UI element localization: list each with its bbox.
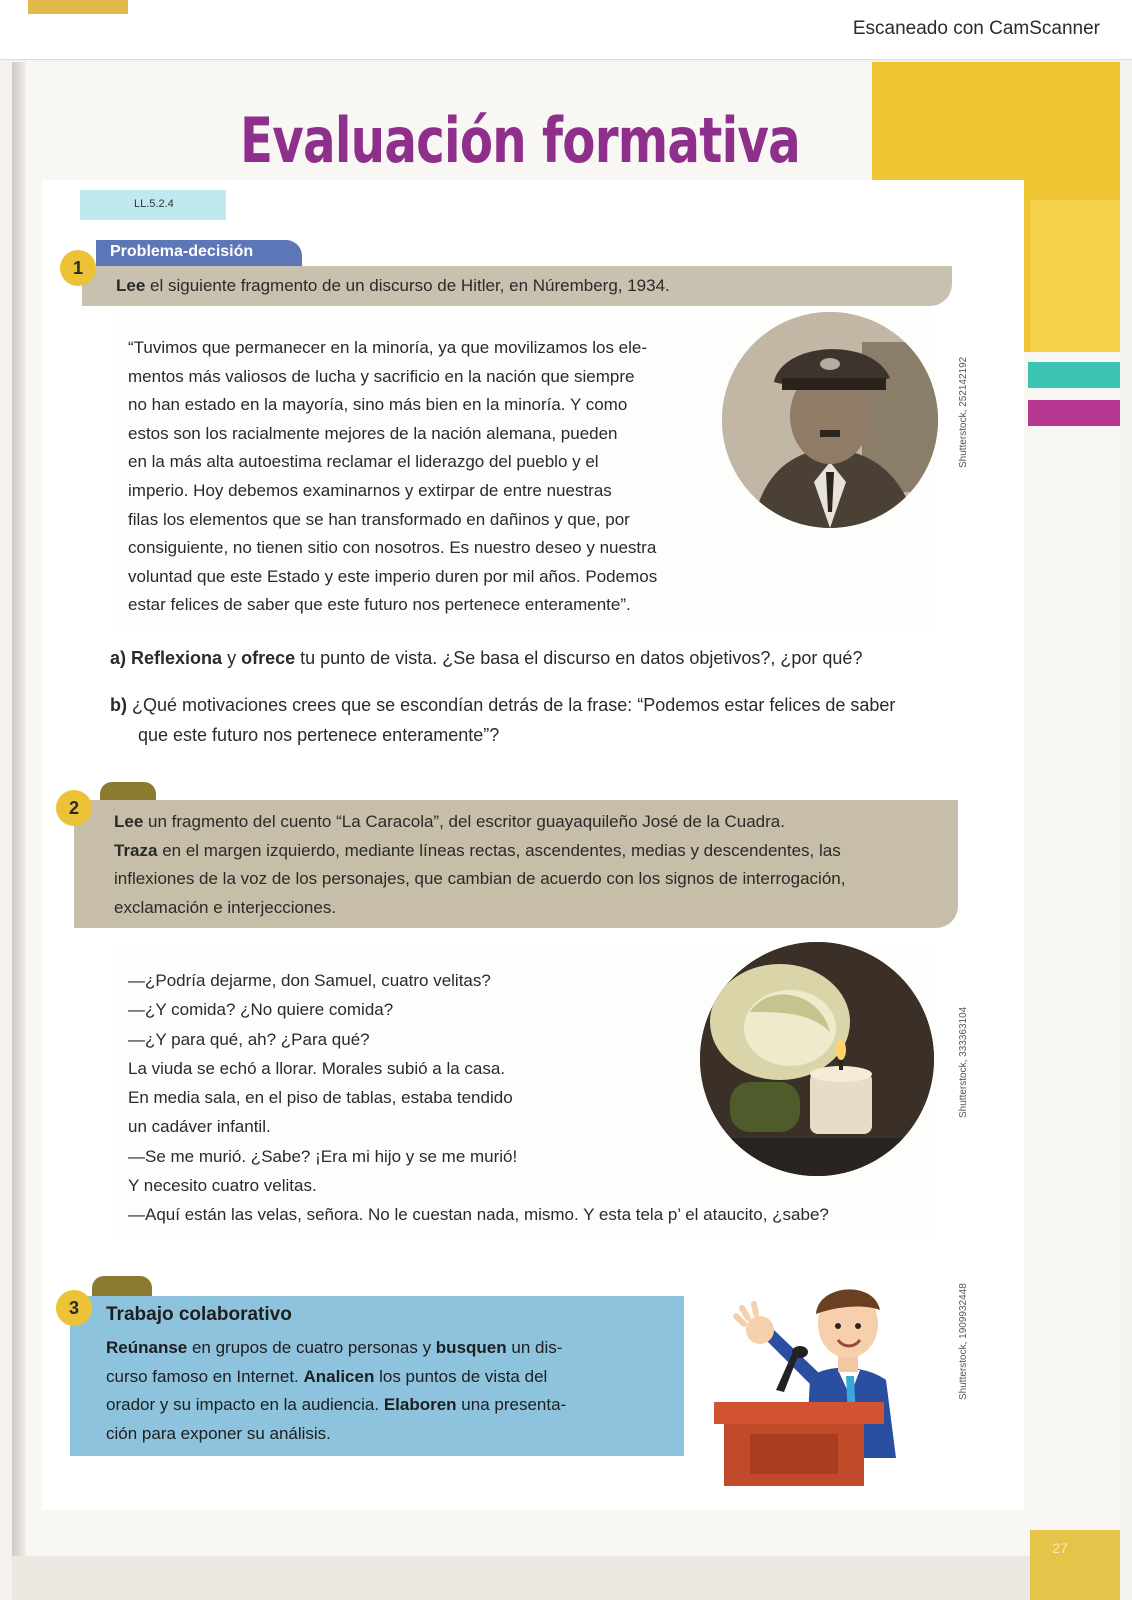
section3-instruction: Reúnanse en grupos de cuatro personas y busquen un dis- curso famoso en Internet. Analicen los puntos de vista del orador y su impacto en la audiencia. Elaboren una presenta- ción para exponer su análisis. (106, 1338, 567, 1443)
decor-teal-strip (1028, 362, 1120, 388)
page-binding-shadow (12, 62, 26, 1600)
photo2-credit: Shutterstock, 333363104 (958, 1006, 969, 1118)
quote-line: en la más alta autoestima reclamar el liderazgo del pueblo y el (128, 452, 599, 472)
photo1-credit: Shutterstock, 252142192 (958, 356, 969, 468)
decor-magenta-strip (1028, 400, 1120, 426)
page-title: Evaluación formativa (240, 104, 800, 177)
quote-line: estar felices de saber que este futuro nos pertenece enteramente”. (128, 595, 631, 615)
dialog-line: —Se me murió. ¿Sabe? ¡Era mi hijo y se me murió! (128, 1146, 518, 1166)
question-a-text: ¿Se basa el discurso en datos objetivos?, ¿por qué? (442, 648, 863, 668)
dialog-line: un cadáver infantil. (128, 1117, 271, 1137)
portrait-photo (722, 312, 938, 528)
scanner-watermark: Escaneado con CamScanner (852, 18, 1100, 39)
quote-line: “Tuvimos que permanecer en la minoría, ya que movilizamos los ele- (128, 338, 648, 357)
section1-instruction: Lee el siguiente fragmento de un discurso de Hitler, en Núremberg, 1934. (116, 276, 670, 295)
bottom-strip (12, 1556, 1032, 1600)
page-number: 27 (1052, 1540, 1068, 1556)
speaker-illustration (714, 1268, 936, 1486)
section2-tab (100, 782, 156, 802)
dialog-line: En media sala, en el piso de tablas, estaba tendido (128, 1088, 513, 1108)
section3-tab (92, 1276, 152, 1296)
instruction-line: inflexiones de la voz de los personajes, que cambian de acuerdo con los signos de interrogación, (114, 869, 846, 888)
section3-title: Trabajo colaborativo (106, 1304, 292, 1325)
dialog-line: Y necesito cuatro velitas. (128, 1176, 317, 1196)
section2-instruction: Lee un fragmento del cuento “La Caracola”, del escritor guayaquileño José de la Cuadra. Traza en el margen izquierdo, mediante líneas rectas, ascendentes, medias y descendentes, las inflexiones de la voz de los personajes, que cambian de acuerdo con los signos de interrogación, exclamación e interjecciones. (114, 808, 944, 922)
quote-line: consiguiente, no tienen sitio con nosotros. Es nuestro deseo y nuestra (128, 538, 657, 558)
section1-tag: Problema-decisión (110, 243, 254, 260)
quote-line: mentos más valiosos de lucha y sacrificio en la nación que siempre (128, 366, 635, 386)
quote-line: filas los elementos que se han transformado en dañinos y que, por (128, 509, 630, 529)
section3-number: 3 (56, 1290, 92, 1326)
question-b-line: que este futuro nos pertenece enteramente”? (138, 725, 500, 745)
header-tab-accent (28, 0, 128, 14)
section1-number: 1 (60, 250, 96, 286)
question-b: b) ¿Qué motivaciones crees que se escondían detrás de la frase: “Podemos estar felices de saber que este futuro nos pertenece enteramente”? (110, 690, 895, 750)
candle-rose-photo (700, 942, 934, 1176)
question-a: a) Reflexiona y ofrece tu punto de vista. ¿Se basa el discurso en datos objetivos?, ¿por qué? (110, 648, 863, 668)
instruction-line: exclamación e interjecciones. (114, 897, 337, 917)
instruction-line: un fragmento del cuento “La Caracola”, del escritor guayaquileño José de la Cuadra. (148, 812, 785, 831)
skill-code: LL.5.2.4 (134, 198, 174, 210)
dialog-line: La viuda se echó a llorar. Morales subió a la casa. (128, 1058, 506, 1078)
photo3-credit: Shutterstock, 1909932448 (958, 1283, 969, 1400)
instruction-line: en el margen izquierdo, mediante líneas rectas, ascendentes, medias y descendentes, las (162, 840, 841, 860)
decor-yellow-block-2 (1030, 200, 1120, 352)
dialog-line: —¿Y para qué, ah? ¿Para qué? (128, 1029, 370, 1049)
quote-line: estos son los racialmente mejores de la nación alemana, pueden (128, 423, 618, 443)
quote-line: no han estado en la mayoría, sino más bien en la minoría. Y como (128, 395, 628, 415)
quote-line: voluntad que este Estado y este imperio duren por mil años. Podemos (128, 566, 658, 586)
quote-line: imperio. Hoy debemos examinarnos y extirpar de entre nuestras (128, 480, 612, 500)
question-b-line: ¿Qué motivaciones crees que se escondían detrás de la frase: “Podemos estar felices de saber (132, 695, 896, 715)
dialog-line: —¿Y comida? ¿No quiere comida? (128, 1000, 394, 1020)
dialog-line: —Aquí están las velas, señora. No le cuestan nada, mismo. Y esta tela p’ el ataucito, ¿sabe? (128, 1205, 829, 1225)
section2-number: 2 (56, 790, 92, 826)
scanner-header (0, 0, 1132, 60)
speech-quote (128, 334, 758, 620)
dialog-line: —¿Podría dejarme, don Samuel, cuatro velitas? (128, 971, 491, 990)
